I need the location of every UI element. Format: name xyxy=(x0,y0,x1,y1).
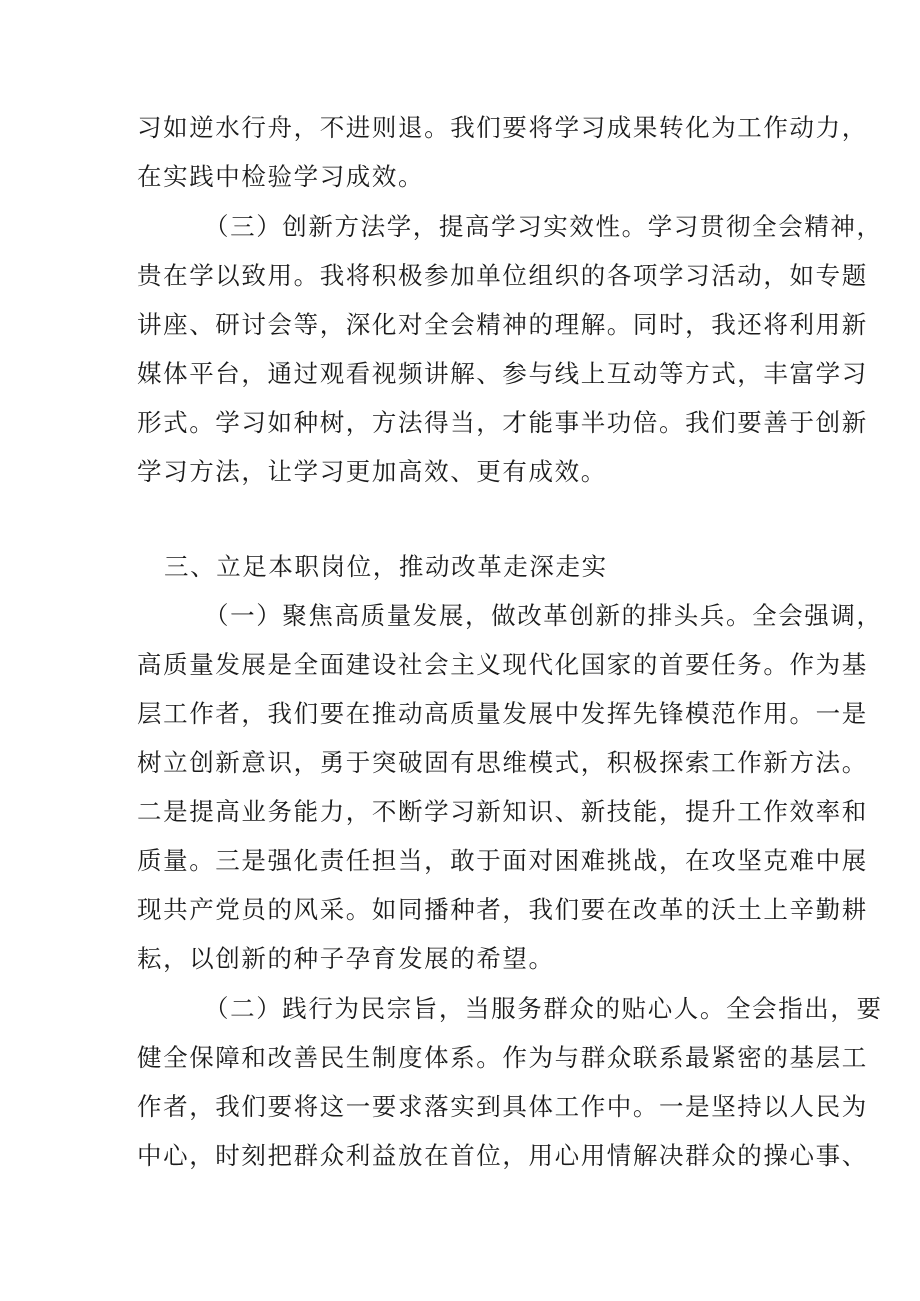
text-line: 树立创新意识，勇于突破固有思维模式，积极探索工作新方法。 xyxy=(137,748,868,777)
section-heading: 三、立足本职岗位，推动改革走深走实 xyxy=(164,552,608,581)
text-line: 习如逆水行舟，不进则退。我们要将学习成果转化为工作动力， xyxy=(137,113,868,142)
text-line: 形式。学习如种树，方法得当，才能事半功倍。我们要善于创新 xyxy=(137,408,868,437)
text-line: 在实践中检验学习成效。 xyxy=(137,162,425,191)
text-line: 高质量发展是全面建设社会主义现代化国家的首要任务。作为基 xyxy=(137,650,868,679)
text-line: 学习方法，让学习更加高效、更有成效。 xyxy=(137,457,607,486)
text-line: 讲座、研讨会等，深化对全会精神的理解。同时，我还将利用新 xyxy=(137,310,868,339)
text-line: 中心，时刻把群众利益放在首位，用心用情解决群众的操心事、 xyxy=(137,1141,868,1170)
text-line: 耘，以创新的种子孕育发展的希望。 xyxy=(137,944,555,973)
text-line: 层工作者，我们要在推动高质量发展中发挥先锋模范作用。一是 xyxy=(137,699,868,728)
text-line: 健全保障和改善民生制度体系。作为与群众联系最紧密的基层工 xyxy=(137,1043,868,1072)
text-line: （三）创新方法学，提高学习实效性。学习贯彻全会精神， xyxy=(204,212,883,241)
text-line: 现共产党员的风采。如同播种者，我们要在改革的沃土上辛勤耕 xyxy=(137,895,868,924)
text-line: （一）聚焦高质量发展，做改革创新的排头兵。全会强调， xyxy=(204,601,883,630)
text-line: 贵在学以致用。我将积极参加单位组织的各项学习活动，如专题 xyxy=(137,261,868,290)
text-line: 二是提高业务能力，不断学习新知识、新技能，提升工作效率和 xyxy=(137,797,868,826)
text-line: 媒体平台，通过观看视频讲解、参与线上互动等方式，丰富学习 xyxy=(137,359,868,388)
text-line: 质量。三是强化责任担当，敢于面对困难挑战，在攻坚克难中展 xyxy=(137,846,868,875)
text-line: （二）践行为民宗旨，当服务群众的贴心人。全会指出，要 xyxy=(204,994,883,1023)
text-line: 作者，我们要将这一要求落实到具体工作中。一是坚持以人民为 xyxy=(137,1092,868,1121)
